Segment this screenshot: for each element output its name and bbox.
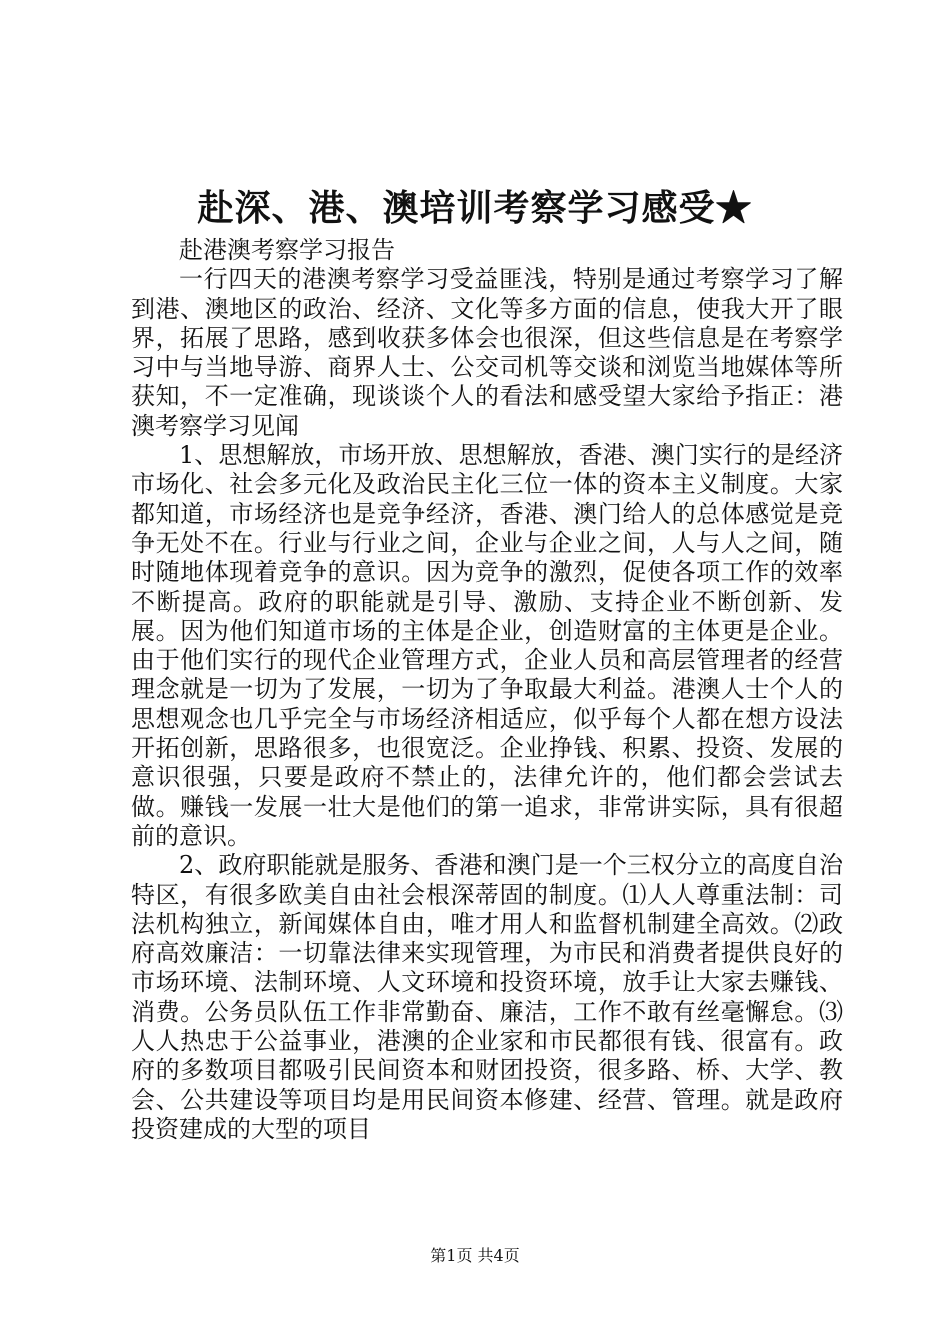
point-2-paragraph: 2、政府职能就是服务、香港和澳门是一个三权分立的高度自治特区，有很多欧美自由社会根深蒂固的制度。⑴人人尊重法制：司法机构独立，新闻媒体自由，唯才用人和监督机制建全高效。⑵政府高效廉洁：一切靠法律来实现管理，为市民和消费者提供良好的市场环境、法制环境、人文环境和投资环境，放手让大家去赚钱、消费。公务员队伍工作非常勤奋、廉洁，工作不敢有丝毫懈怠。⑶人人热忠于公益事业，港澳的企业家和市民都很有钱、很富有。政府的多数项目都吸引民间资本和财团投资，很多路、桥、大学、教会、公共建设等项目均是用民间资本修建、经营、管理。就是政府投资建成的大型的项目 (131, 851, 843, 1143)
point-1-paragraph: 1、思想解放，市场开放、思想解放，香港、澳门实行的是经济市场化、社会多元化及政治民主化三位一体的资本主义制度。大家都知道，市场经济也是竞争经济，香港、澳门给人的总体感觉是竞争无处不在。行业与行业之间，企业与企业之间，人与人之间，随时随地体现着竞争的意识。因为竞争的激烈，促使各项工作的效率不断提高。政府的职能就是引导、激励、支持企业不断创新、发展。因为他们知道市场的主体是企业，创造财富的主体更是企业。由于他们实行的现代企业管理方式，企业人员和高层管理者的经营理念就是一切为了发展，一切为了争取最大利益。港澳人士个人的思想观念也几乎完全与市场经济相适应，似乎每个人都在想方设法开拓创新，思路很多，也很宽泛。企业挣钱、积累、投资、发展的意识很强，只要是政府不禁止的，法律允许的，他们都会尝试去做。赚钱一发展一壮大是他们的第一追求，非常讲实际，具有很超前的意识。 (131, 441, 843, 850)
document-title: 赴深、港、澳培训考察学习感受★ (197, 187, 753, 229)
document-body (131, 236, 843, 1144)
subtitle-paragraph: 赴港澳考察学习报告 (179, 236, 395, 264)
intro-paragraph: 一行四天的港澳考察学习受益匪浅，特别是通过考察学习了解到港、澳地区的政治、经济、文化等多方面的信息，使我大开了眼界，拓展了思路，感到收获多体会也很深，但这些信息是在考察学习中与当地导游、商界人士、公交司机等交谈和浏览当地媒体等所获知，不一定准确，现谈谈个人的看法和感受望大家给予指正：港澳考察学习见闻 (131, 265, 843, 440)
page-number: 第1页 共4页 (430, 1246, 520, 1265)
